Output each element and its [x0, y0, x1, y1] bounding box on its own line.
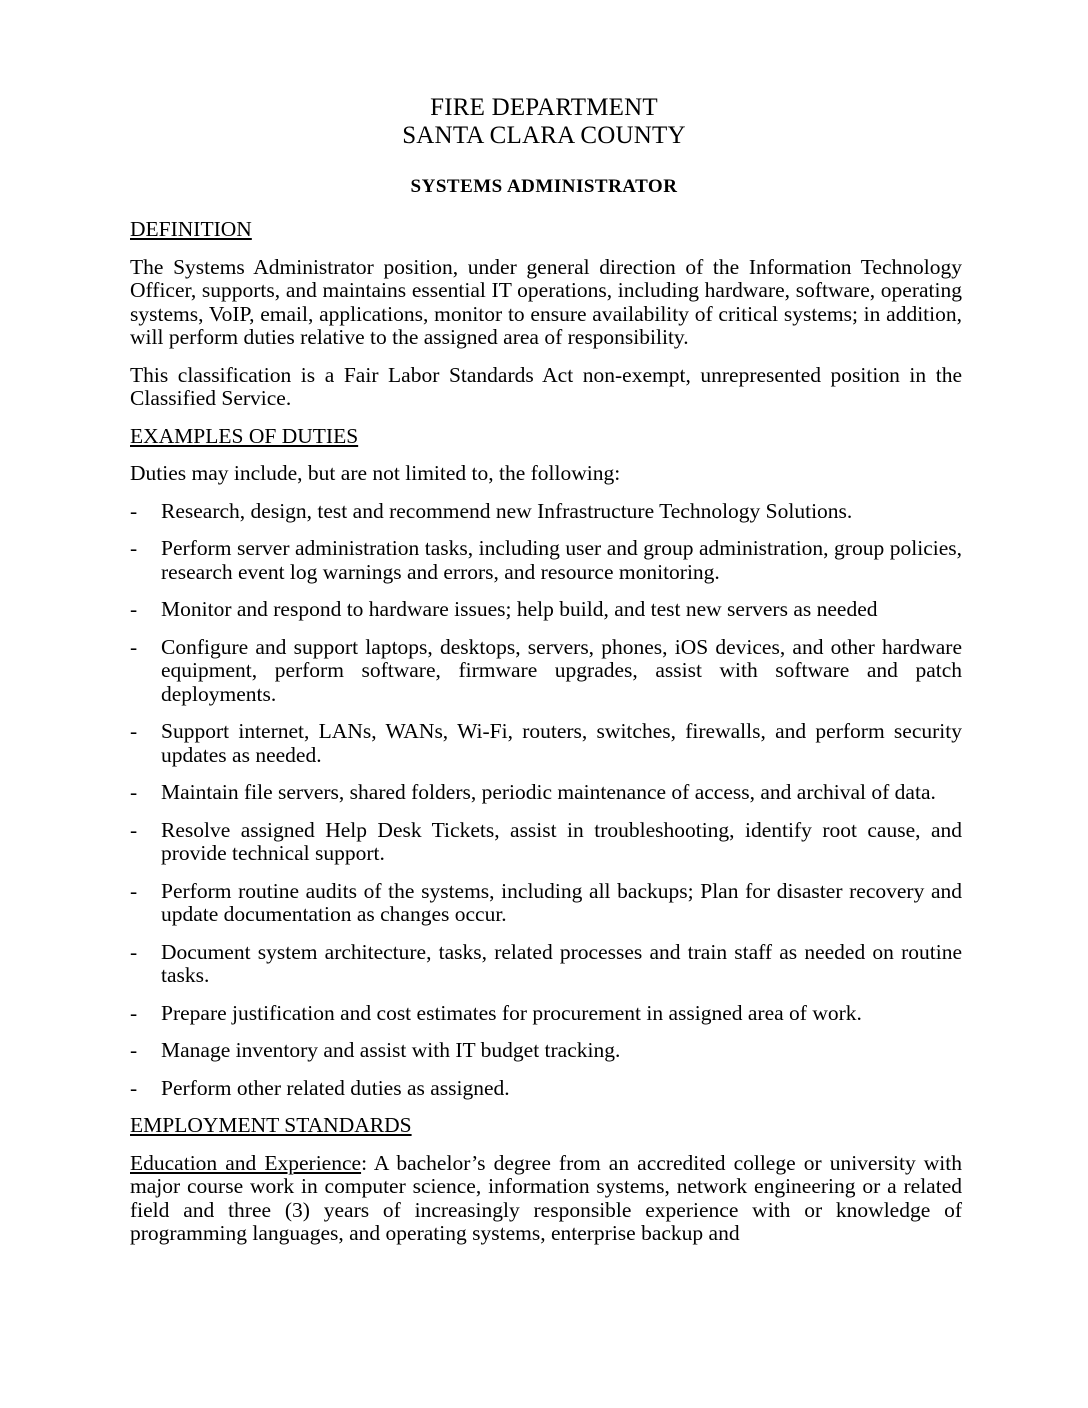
duties-list: [130, 500, 962, 1101]
duty-item: [130, 598, 962, 622]
dash-bullet: -: [130, 597, 138, 621]
dash-bullet: -: [130, 817, 138, 842]
dash-bullet: -: [130, 1038, 138, 1062]
dash-bullet: -: [130, 939, 138, 964]
duty-text: Document system architecture, tasks, related processes and train staff as needed on routine tasks.: [161, 939, 962, 987]
education-paragraph: [130, 1152, 962, 1246]
duties-intro: Duties may include, but are not limited to, the following:: [130, 461, 621, 485]
duty-item: [130, 537, 962, 584]
dash-bullet: -: [130, 780, 138, 804]
duty-text: Resolve assigned Help Desk Tickets, assist in troubleshooting, identify root cause, and provide technical support.: [161, 817, 962, 865]
duty-text: Perform server administration tasks, including user and group administration, group policies, research event log warnings and errors, and resource monitoring.: [161, 536, 962, 584]
definition-heading: DEFINITION: [130, 217, 252, 241]
dash-bullet: -: [130, 498, 138, 523]
duty-item: [130, 1002, 962, 1026]
dash-bullet: -: [130, 1075, 138, 1100]
dash-bullet: -: [130, 1000, 138, 1025]
dash-bullet: -: [130, 878, 138, 903]
duty-text: Manage inventory and assist with IT budget tracking.: [161, 1038, 621, 1062]
duty-item: [130, 1077, 962, 1101]
department-header: [0, 94, 1088, 150]
duty-item: [130, 720, 962, 767]
dash-bullet: -: [130, 634, 138, 659]
duty-item: [130, 819, 962, 866]
duty-item: [130, 636, 962, 707]
duty-text: Perform routine audits of the systems, including all backups; Plan for disaster recovery and update documentation as changes occur.: [161, 878, 962, 926]
job-title: SYSTEMS ADMINISTRATOR: [410, 176, 678, 197]
classification-paragraph: This classification is a Fair Labor Standards Act non-exempt, unrepresented position in the Classified Service.: [130, 362, 962, 410]
education-label: Education and Experience: [130, 1150, 362, 1175]
dash-bullet: -: [130, 536, 138, 560]
document-body: [130, 218, 962, 1260]
definition-paragraph: The Systems Administrator position, under general direction of the Information Technology Officer, supports, and maintains essential IT operations, including hardware, software, operating systems, VoIP, email, applications, monitor to ensure availability of critical systems; in addition, will perform duties relative to the assigned area of responsibility.: [130, 254, 962, 349]
duties-heading: EXAMPLES OF DUTIES: [130, 423, 359, 448]
duty-text: Maintain file servers, shared folders, periodic maintenance of access, and archival of data.: [161, 780, 936, 804]
duty-text: Prepare justification and cost estimates for procurement in assigned area of work.: [161, 1000, 862, 1025]
duty-text: Support internet, LANs, WANs, Wi-Fi, routers, switches, firewalls, and perform security updates as needed.: [161, 719, 962, 767]
duty-item: [130, 1039, 962, 1063]
duty-text: Research, design, test and recommend new Infrastructure Technology Solutions.: [161, 498, 853, 523]
education-text: : A bachelor’s degree from an accredited college or university with major course work in computer science, information systems, network engineering or a related field and three (3) years of increasingly responsible experience with or knowledge of programming languages, and operating systems, enterprise backup and: [130, 1150, 962, 1245]
duty-item: [130, 941, 962, 988]
dash-bullet: -: [130, 719, 138, 743]
duty-text: Configure and support laptops, desktops, servers, phones, iOS devices, and other hardware equipment, perform software, firmware upgrades, assist with software and patch deployments.: [161, 634, 962, 706]
duty-text: Monitor and respond to hardware issues; help build, and test new servers as needed: [161, 597, 878, 621]
duty-item: [130, 781, 962, 805]
county-name: SANTA CLARA COUNTY: [402, 122, 686, 149]
duty-text: Perform other related duties as assigned.: [161, 1075, 510, 1100]
employment-standards-heading: EMPLOYMENT STANDARDS: [130, 1113, 412, 1137]
duty-item: [130, 880, 962, 927]
department-name: FIRE DEPARTMENT: [430, 94, 658, 121]
duty-item: [130, 500, 962, 524]
